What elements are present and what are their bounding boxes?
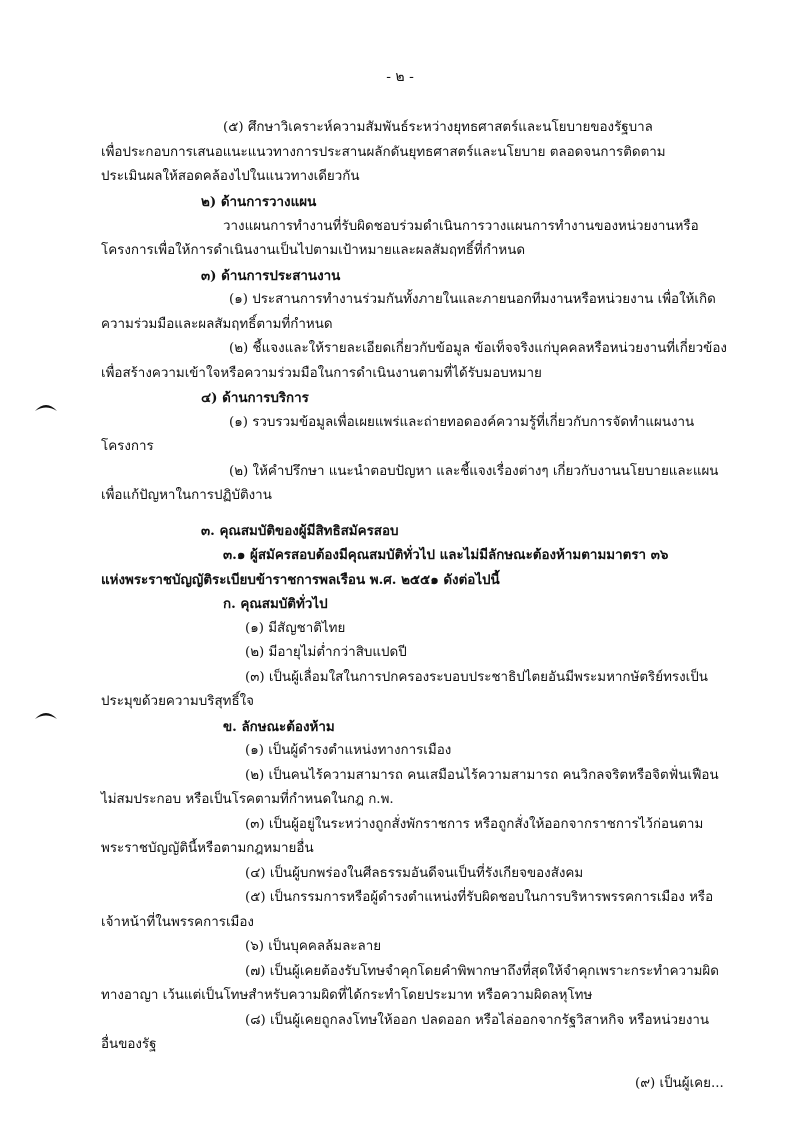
text-line: (๒) เป็นคนไร้ความสามารถ คนเสมือนไร้ความสามารถ คนวิกลจริตหรือจิตฟั่นเฟือน — [245, 768, 719, 783]
punch-hole-mark-icon — [34, 400, 58, 412]
text-line: (๑) ประสานการทำงานร่วมกันทั้งภายในและภายนอกทีมงานหรือหน่วยงาน เพื่อให้เกิด — [229, 292, 716, 307]
punch-hole-mark-icon — [34, 708, 58, 720]
text-line: (๓) เป็นผู้เลื่อมใสในการปกครองระบอบประชาธิปไตยอันมีพระมหากษัตริย์ทรงเป็น — [245, 670, 708, 685]
text-line: เจ้าหน้าที่ในพรรคการเมือง — [101, 915, 254, 930]
text-line: (๘) เป็นผู้เคยถูกลงโทษให้ออก ปลดออก หรือไล่ออกจากรัฐวิสาหกิจ หรือหน่วยงาน — [245, 1013, 710, 1028]
text-line: เพื่อแก้ปัญหาในการปฏิบัติงาน — [101, 488, 272, 503]
section-heading: ๓. คุณสมบัติของผู้มีสิทธิสมัครสอบ — [201, 523, 399, 539]
page-number: - ๒ - — [386, 69, 414, 85]
text-line: (๒) ชี้แจงและให้รายละเอียดเกี่ยวกับข้อมูล ข้อเท็จจริงแก่บุคคลหรือหน่วยงานที่เกี่ยวข้อง — [229, 341, 727, 356]
text-line: (๒) มีอายุไม่ต่ำกว่าสิบแปดปี — [245, 645, 407, 660]
text-line: ประเมินผลให้สอดคล้องไปในแนวทางเดียวกัน — [101, 169, 360, 184]
text-line: (๓) เป็นผู้อยู่ในระหว่างถูกสั่งพักราชการ หรือถูกสั่งให้ออกจากราชการไว้ก่อนตาม — [245, 817, 704, 832]
section-heading: ๓) ด้านการประสานงาน — [201, 268, 341, 284]
text-line: ความร่วมมือและผลสัมฤทธิ์ตามที่กำหนด — [101, 317, 333, 332]
text-line-bold: แห่งพระราชบัญญัติระเบียบข้าราชการพลเรือน พ.ศ. ๒๕๕๑ ดังต่อไปนี้ — [101, 572, 500, 588]
text-line: โครงการเพื่อให้การดำเนินงานเป็นไปตามเป้าหมายและผลสัมฤทธิ์ที่กำหนด — [101, 243, 526, 258]
text-line: (๑) เป็นผู้ดำรงตำแหน่งทางการเมือง — [245, 743, 452, 758]
text-line: เพื่อสร้างความเข้าใจหรือความร่วมมือในการดำเนินงานตามที่ได้รับมอบหมาย — [101, 366, 542, 381]
text-line: (๑) รวบรวมข้อมูลเพื่อเผยแพร่และถ่ายทอดองค์ความรู้ที่เกี่ยวกับการจัดทำแผนงาน — [229, 415, 695, 430]
continuation-note: (๙) เป็นผู้เคย... — [635, 1076, 724, 1091]
text-line: (๒) ให้คำปรึกษา แนะนำตอบปัญหา และชี้แจงเรื่องต่างๆ เกี่ยวกับงานนโยบายและแผน — [229, 464, 719, 479]
text-line: (๕) เป็นกรรมการหรือผู้ดำรงตำแหน่งที่รับผิดชอบในการบริหารพรรคการเมือง หรือ — [245, 890, 714, 905]
text-line: ประมุขด้วยความบริสุทธิ์ใจ — [101, 694, 254, 709]
text-line: (๑) มีสัญชาติไทย — [245, 621, 346, 636]
section-heading: ๒) ด้านการวางแผน — [201, 194, 317, 210]
text-line: พระราชบัญญัตินี้หรือตามกฎหมายอื่น — [101, 841, 314, 856]
subsection-heading: ข. ลักษณะต้องห้าม — [223, 719, 335, 735]
text-line-bold: ๓.๑ ผู้สมัครสอบต้องมีคุณสมบัติทั่วไป และไม่มีลักษณะต้องห้ามตามมาตรา ๓๖ — [223, 547, 669, 563]
text-line: (๖) เป็นบุคคลล้มละลาย — [245, 939, 382, 954]
text-line: (๔) เป็นผู้บกพร่องในศีลธรรมอันดีจนเป็นที่รังเกียจของสังคม — [245, 866, 584, 881]
section-heading: ๔) ด้านการบริการ — [201, 390, 309, 406]
text-line: ไม่สมประกอบ หรือเป็นโรคตามที่กำหนดในกฎ ก.พ. — [101, 792, 394, 807]
text-line: (๗) เป็นผู้เคยต้องรับโทษจำคุกโดยคำพิพากษาถึงที่สุดให้จำคุกเพราะกระทำความผิด — [245, 964, 719, 979]
text-line: ทางอาญา เว้นแต่เป็นโทษสำหรับความผิดที่ได้กระทำโดยประมาท หรือความผิดลหุโทษ — [101, 988, 593, 1003]
text-line: เพื่อประกอบการเสนอแนะแนวทางการประสานผลักดันยุทธศาสตร์และนโยบาย ตลอดจนการติดตาม — [101, 145, 666, 160]
text-line: อื่นของรัฐ — [101, 1037, 157, 1052]
text-line: โครงการ — [101, 439, 154, 454]
text-line: (๕) ศึกษาวิเคราะห์ความสัมพันธ์ระหว่างยุทธศาสตร์และนโยบายของรัฐบาล — [223, 120, 653, 135]
subsection-heading: ก. คุณสมบัติทั่วไป — [223, 596, 328, 612]
text-line: วางแผนการทำงานที่รับผิดชอบร่วมดำเนินการวางแผนการทำงานของหน่วยงานหรือ — [223, 219, 699, 234]
